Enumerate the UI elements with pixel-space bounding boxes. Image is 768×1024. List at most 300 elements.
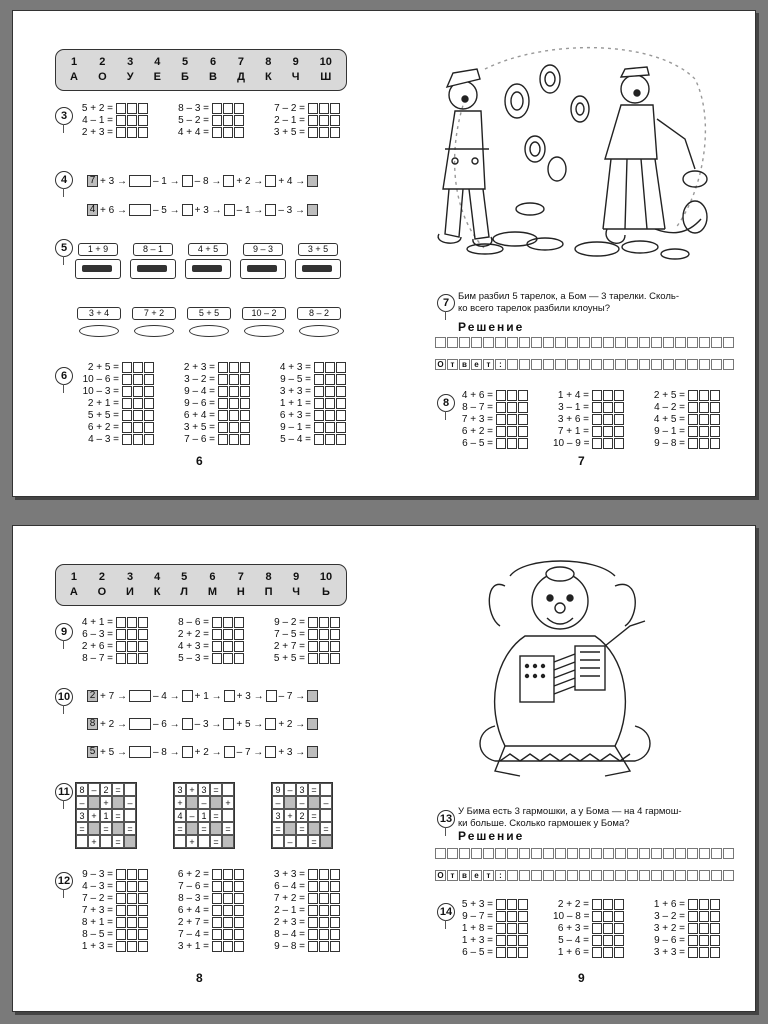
answer-box[interactable] — [212, 629, 222, 640]
answer-box[interactable] — [603, 923, 613, 934]
answer-box[interactable] — [688, 947, 698, 958]
answer-box[interactable] — [518, 911, 528, 922]
writing-cell[interactable] — [507, 337, 518, 348]
answer-box[interactable] — [127, 617, 137, 628]
puzzle-cell[interactable] — [210, 796, 222, 809]
answer-box[interactable] — [325, 362, 335, 373]
writing-cell[interactable] — [651, 870, 662, 881]
answer-box[interactable] — [603, 899, 613, 910]
answer-box[interactable] — [212, 127, 222, 138]
writing-cell[interactable] — [579, 870, 590, 881]
writing-cell[interactable] — [723, 848, 734, 859]
answer-box[interactable] — [592, 947, 602, 958]
writing-cell[interactable] — [651, 337, 662, 348]
answer-box[interactable] — [229, 386, 239, 397]
answer-box[interactable] — [223, 653, 233, 664]
writing-cell[interactable] — [567, 870, 578, 881]
writing-cell[interactable] — [603, 848, 614, 859]
chain-answer-box[interactable] — [265, 175, 276, 187]
writing-cell[interactable] — [519, 337, 530, 348]
writing-cell[interactable] — [519, 359, 530, 370]
answer-box[interactable] — [518, 438, 528, 449]
answer-box[interactable] — [234, 103, 244, 114]
puzzle-cell[interactable] — [320, 809, 332, 822]
answer-box[interactable] — [234, 929, 244, 940]
puzzle-cell[interactable] — [124, 809, 136, 822]
writing-cell[interactable] — [663, 359, 674, 370]
writing-cell[interactable] — [447, 848, 458, 859]
chain-answer-box[interactable] — [223, 175, 234, 187]
answer-box[interactable] — [319, 653, 329, 664]
answer-box[interactable] — [325, 374, 335, 385]
answer-box[interactable] — [127, 653, 137, 664]
chain-answer-box[interactable] — [129, 175, 151, 187]
answer-box[interactable] — [138, 115, 148, 126]
writing-cell[interactable] — [591, 870, 602, 881]
answer-box[interactable] — [710, 947, 720, 958]
answer-box[interactable] — [308, 617, 318, 628]
answer-box[interactable] — [330, 127, 340, 138]
answer-box[interactable] — [518, 426, 528, 437]
answer-box[interactable] — [314, 386, 324, 397]
answer-box[interactable] — [325, 398, 335, 409]
answer-box[interactable] — [319, 127, 329, 138]
answer-box[interactable] — [496, 947, 506, 958]
puzzle-cell[interactable] — [272, 835, 284, 848]
answer-box[interactable] — [240, 362, 250, 373]
answer-box[interactable] — [234, 905, 244, 916]
writing-cell[interactable] — [627, 337, 638, 348]
chain-answer-box[interactable] — [129, 718, 151, 730]
answer-box[interactable] — [603, 438, 613, 449]
answer-box[interactable] — [614, 899, 624, 910]
chain-answer-box[interactable] — [129, 690, 151, 702]
answer-box[interactable] — [603, 414, 613, 425]
answer-box[interactable] — [614, 390, 624, 401]
answer-box[interactable] — [330, 929, 340, 940]
answer-box[interactable] — [212, 115, 222, 126]
answer-box[interactable] — [212, 905, 222, 916]
answer-box[interactable] — [314, 422, 324, 433]
answer-box[interactable] — [116, 917, 126, 928]
answer-box[interactable] — [325, 410, 335, 421]
answer-box[interactable] — [138, 929, 148, 940]
writing-cell[interactable] — [651, 359, 662, 370]
answer-box[interactable] — [518, 390, 528, 401]
answer-box[interactable] — [308, 641, 318, 652]
writing-cell[interactable] — [495, 848, 506, 859]
answer-box[interactable] — [330, 869, 340, 880]
solution-writing-cells[interactable] — [435, 848, 735, 859]
answer-box[interactable] — [240, 434, 250, 445]
answer-box[interactable] — [688, 414, 698, 425]
writing-cell[interactable] — [591, 359, 602, 370]
puzzle-cell[interactable] — [174, 835, 186, 848]
answer-box[interactable] — [496, 414, 506, 425]
answer-box[interactable] — [308, 653, 318, 664]
answer-box[interactable] — [319, 869, 329, 880]
answer-box[interactable] — [710, 414, 720, 425]
answer-box[interactable] — [614, 438, 624, 449]
puzzle-cell[interactable] — [210, 822, 222, 835]
solution-writing-cells[interactable] — [435, 337, 735, 348]
answer-box[interactable] — [710, 390, 720, 401]
writing-cell[interactable] — [555, 337, 566, 348]
writing-cell[interactable] — [615, 870, 626, 881]
chain-answer-box[interactable] — [182, 204, 193, 216]
answer-box[interactable] — [116, 869, 126, 880]
answer-box[interactable] — [223, 103, 233, 114]
writing-cell[interactable] — [435, 337, 446, 348]
answer-box[interactable] — [699, 935, 709, 946]
answer-box[interactable] — [688, 911, 698, 922]
answer-box[interactable] — [688, 438, 698, 449]
answer-box[interactable] — [614, 947, 624, 958]
writing-cell[interactable] — [675, 870, 686, 881]
answer-box[interactable] — [127, 127, 137, 138]
answer-box[interactable] — [223, 617, 233, 628]
writing-cell[interactable] — [459, 337, 470, 348]
answer-box[interactable] — [336, 398, 346, 409]
writing-cell[interactable] — [615, 848, 626, 859]
writing-cell[interactable] — [651, 848, 662, 859]
chain-answer-box[interactable] — [224, 746, 235, 758]
answer-box[interactable] — [699, 402, 709, 413]
answer-box[interactable] — [240, 386, 250, 397]
puzzle-cell[interactable] — [308, 796, 320, 809]
answer-box[interactable] — [496, 438, 506, 449]
puzzle-cell[interactable] — [88, 796, 100, 809]
answer-box[interactable] — [133, 362, 143, 373]
writing-cell[interactable] — [555, 870, 566, 881]
puzzle-cell[interactable] — [124, 783, 136, 796]
chain-answer-box[interactable] — [224, 204, 235, 216]
writing-cell[interactable] — [627, 359, 638, 370]
writing-cell[interactable] — [639, 359, 650, 370]
answer-box[interactable] — [592, 899, 602, 910]
answer-box[interactable] — [319, 905, 329, 916]
answer-box[interactable] — [240, 422, 250, 433]
answer-box[interactable] — [699, 390, 709, 401]
puzzle-cell[interactable] — [76, 835, 88, 848]
answer-box[interactable] — [212, 869, 222, 880]
writing-cell[interactable] — [711, 870, 722, 881]
chain-answer-box[interactable] — [307, 175, 318, 187]
answer-box[interactable] — [212, 641, 222, 652]
chain-answer-box[interactable] — [265, 718, 276, 730]
answer-box[interactable] — [319, 115, 329, 126]
answer-box[interactable] — [496, 923, 506, 934]
answer-box[interactable] — [507, 414, 517, 425]
writing-cell[interactable] — [543, 337, 554, 348]
answer-box[interactable] — [496, 935, 506, 946]
answer-box[interactable] — [127, 103, 137, 114]
answer-box[interactable] — [699, 911, 709, 922]
answer-box[interactable] — [507, 923, 517, 934]
answer-box[interactable] — [223, 941, 233, 952]
answer-box[interactable] — [603, 947, 613, 958]
answer-box[interactable] — [138, 869, 148, 880]
answer-box[interactable] — [319, 629, 329, 640]
answer-box[interactable] — [229, 374, 239, 385]
answer-box[interactable] — [212, 103, 222, 114]
answer-box[interactable] — [592, 426, 602, 437]
writing-cell[interactable] — [519, 848, 530, 859]
answer-box[interactable] — [127, 869, 137, 880]
answer-box[interactable] — [710, 935, 720, 946]
answer-box[interactable] — [336, 410, 346, 421]
answer-box[interactable] — [133, 422, 143, 433]
answer-box[interactable] — [688, 390, 698, 401]
answer-box[interactable] — [688, 935, 698, 946]
chain-answer-box[interactable] — [129, 204, 151, 216]
answer-box[interactable] — [325, 386, 335, 397]
answer-box[interactable] — [144, 422, 154, 433]
writing-cell[interactable] — [627, 870, 638, 881]
chain-answer-box[interactable] — [224, 690, 235, 702]
answer-box[interactable] — [319, 929, 329, 940]
answer-box[interactable] — [223, 929, 233, 940]
chain-answer-box[interactable] — [266, 690, 277, 702]
answer-box[interactable] — [116, 941, 126, 952]
answer-box[interactable] — [127, 881, 137, 892]
writing-cell[interactable] — [435, 848, 446, 859]
answer-box[interactable] — [710, 923, 720, 934]
answer-box[interactable] — [116, 653, 126, 664]
answer-box[interactable] — [592, 390, 602, 401]
writing-cell[interactable] — [507, 848, 518, 859]
writing-cell[interactable] — [603, 870, 614, 881]
writing-cell[interactable] — [579, 337, 590, 348]
answer-box[interactable] — [234, 653, 244, 664]
answer-box[interactable] — [319, 103, 329, 114]
answer-box[interactable] — [116, 881, 126, 892]
answer-box[interactable] — [223, 641, 233, 652]
writing-cell[interactable] — [687, 337, 698, 348]
answer-box[interactable] — [308, 893, 318, 904]
answer-box[interactable] — [127, 115, 137, 126]
puzzle-cell[interactable] — [100, 835, 112, 848]
answer-box[interactable] — [699, 899, 709, 910]
answer-box[interactable] — [218, 386, 228, 397]
answer-box[interactable] — [223, 629, 233, 640]
writing-cell[interactable] — [687, 848, 698, 859]
answer-box[interactable] — [212, 941, 222, 952]
answer-box[interactable] — [116, 929, 126, 940]
answer-box[interactable] — [710, 911, 720, 922]
answer-box[interactable] — [496, 426, 506, 437]
answer-box[interactable] — [603, 911, 613, 922]
puzzle-cell[interactable] — [320, 783, 332, 796]
puzzle-cell[interactable] — [186, 822, 198, 835]
answer-box[interactable] — [319, 881, 329, 892]
answer-box[interactable] — [496, 402, 506, 413]
answer-box[interactable] — [229, 398, 239, 409]
answer-box[interactable] — [212, 929, 222, 940]
puzzle-cell[interactable] — [186, 796, 198, 809]
chain-answer-box[interactable] — [307, 746, 318, 758]
answer-box[interactable] — [308, 869, 318, 880]
answer-box[interactable] — [240, 398, 250, 409]
answer-box[interactable] — [223, 115, 233, 126]
answer-box[interactable] — [308, 115, 318, 126]
answer-box[interactable] — [507, 426, 517, 437]
answer-box[interactable] — [688, 899, 698, 910]
writing-cell[interactable] — [723, 359, 734, 370]
answer-box[interactable] — [710, 426, 720, 437]
answer-box[interactable] — [699, 947, 709, 958]
answer-box[interactable] — [330, 881, 340, 892]
answer-box[interactable] — [314, 398, 324, 409]
answer-box[interactable] — [710, 402, 720, 413]
answer-box[interactable] — [229, 362, 239, 373]
answer-box[interactable] — [507, 947, 517, 958]
answer-box[interactable] — [223, 881, 233, 892]
chain-answer-box[interactable] — [129, 746, 151, 758]
answer-box[interactable] — [234, 617, 244, 628]
answer-box[interactable] — [234, 917, 244, 928]
writing-cell[interactable] — [603, 359, 614, 370]
writing-cell[interactable] — [639, 870, 650, 881]
answer-box[interactable] — [138, 641, 148, 652]
answer-box[interactable] — [234, 881, 244, 892]
answer-box[interactable] — [496, 899, 506, 910]
puzzle-cell[interactable] — [124, 835, 136, 848]
answer-box[interactable] — [319, 893, 329, 904]
puzzle-cell[interactable] — [198, 835, 210, 848]
writing-cell[interactable] — [615, 359, 626, 370]
answer-box[interactable] — [614, 923, 624, 934]
puzzle-cell[interactable] — [296, 835, 308, 848]
answer-box[interactable] — [144, 374, 154, 385]
answer-box[interactable] — [325, 422, 335, 433]
writing-cell[interactable] — [687, 870, 698, 881]
answer-box[interactable] — [138, 629, 148, 640]
writing-cell[interactable] — [567, 359, 578, 370]
answer-box[interactable] — [518, 899, 528, 910]
answer-box[interactable] — [116, 103, 126, 114]
writing-cell[interactable] — [567, 848, 578, 859]
answer-box[interactable] — [507, 911, 517, 922]
answer-box[interactable] — [699, 923, 709, 934]
answer-box[interactable] — [122, 398, 132, 409]
writing-cell[interactable] — [567, 337, 578, 348]
writing-cell[interactable] — [675, 359, 686, 370]
answer-box[interactable] — [507, 899, 517, 910]
answer-box[interactable] — [116, 905, 126, 916]
answer-box[interactable] — [138, 103, 148, 114]
answer-box[interactable] — [218, 362, 228, 373]
writing-cell[interactable] — [699, 337, 710, 348]
writing-cell[interactable] — [675, 337, 686, 348]
writing-cell[interactable] — [579, 359, 590, 370]
answer-box[interactable] — [144, 398, 154, 409]
answer-box[interactable] — [614, 414, 624, 425]
answer-box[interactable] — [218, 410, 228, 421]
answer-box[interactable] — [710, 899, 720, 910]
answer-box[interactable] — [614, 426, 624, 437]
answer-box[interactable] — [122, 374, 132, 385]
answer-box[interactable] — [212, 653, 222, 664]
chain-answer-box[interactable] — [307, 718, 318, 730]
answer-box[interactable] — [138, 941, 148, 952]
answer-box[interactable] — [699, 414, 709, 425]
answer-box[interactable] — [319, 917, 329, 928]
answer-box[interactable] — [518, 402, 528, 413]
puzzle-cell[interactable] — [222, 783, 234, 796]
answer-writing-cells[interactable] — [435, 870, 735, 881]
answer-box[interactable] — [308, 103, 318, 114]
writing-cell[interactable] — [627, 848, 638, 859]
answer-box[interactable] — [122, 422, 132, 433]
answer-box[interactable] — [330, 629, 340, 640]
answer-box[interactable] — [308, 881, 318, 892]
answer-box[interactable] — [314, 374, 324, 385]
puzzle-cell[interactable] — [222, 835, 234, 848]
writing-cell[interactable] — [483, 848, 494, 859]
answer-box[interactable] — [699, 438, 709, 449]
answer-box[interactable] — [229, 422, 239, 433]
answer-box[interactable] — [116, 115, 126, 126]
answer-box[interactable] — [133, 434, 143, 445]
answer-box[interactable] — [308, 929, 318, 940]
answer-box[interactable] — [507, 935, 517, 946]
answer-box[interactable] — [603, 426, 613, 437]
writing-cell[interactable] — [447, 337, 458, 348]
answer-box[interactable] — [308, 941, 318, 952]
answer-box[interactable] — [229, 434, 239, 445]
answer-box[interactable] — [614, 911, 624, 922]
answer-box[interactable] — [138, 127, 148, 138]
answer-box[interactable] — [592, 923, 602, 934]
puzzle-cell[interactable] — [284, 796, 296, 809]
writing-cell[interactable] — [579, 848, 590, 859]
answer-box[interactable] — [234, 893, 244, 904]
writing-cell[interactable] — [663, 848, 674, 859]
writing-cell[interactable] — [687, 359, 698, 370]
writing-cell[interactable] — [639, 848, 650, 859]
answer-box[interactable] — [592, 438, 602, 449]
answer-box[interactable] — [518, 935, 528, 946]
answer-box[interactable] — [688, 426, 698, 437]
answer-box[interactable] — [592, 414, 602, 425]
answer-box[interactable] — [122, 434, 132, 445]
writing-cell[interactable] — [531, 870, 542, 881]
writing-cell[interactable] — [507, 359, 518, 370]
answer-box[interactable] — [144, 434, 154, 445]
answer-box[interactable] — [603, 390, 613, 401]
answer-box[interactable] — [614, 935, 624, 946]
answer-box[interactable] — [127, 941, 137, 952]
chain-answer-box[interactable] — [182, 718, 193, 730]
writing-cell[interactable] — [711, 337, 722, 348]
answer-box[interactable] — [144, 386, 154, 397]
answer-box[interactable] — [319, 641, 329, 652]
answer-box[interactable] — [314, 410, 324, 421]
answer-box[interactable] — [212, 917, 222, 928]
writing-cell[interactable] — [699, 359, 710, 370]
answer-box[interactable] — [127, 929, 137, 940]
writing-cell[interactable] — [675, 848, 686, 859]
answer-box[interactable] — [223, 127, 233, 138]
answer-box[interactable] — [592, 935, 602, 946]
writing-cell[interactable] — [663, 337, 674, 348]
answer-box[interactable] — [116, 127, 126, 138]
writing-cell[interactable] — [495, 337, 506, 348]
answer-box[interactable] — [234, 127, 244, 138]
answer-box[interactable] — [308, 905, 318, 916]
writing-cell[interactable] — [603, 337, 614, 348]
